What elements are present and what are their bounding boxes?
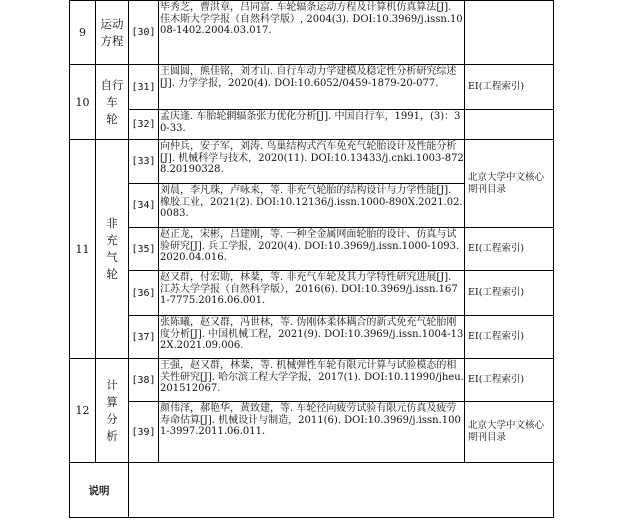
row-number: 11 [70,140,96,359]
citation-cell [159,316,465,359]
category-line: 析 [106,428,118,443]
table-row [70,140,554,184]
ref-number: [31] [129,65,159,110]
table-row [70,316,554,359]
reference-table [69,0,554,518]
ref-number: [37] [129,316,159,359]
citation-text: 王圆圆，熊佳铭，刘才山. 自行车动力学建模及稳定性分析研究综述[J]. 力学学报，2020(4). DOI:10.6052/0459-1879-20-077. [160,66,457,89]
table-row [70,402,554,463]
citation-cell [159,402,465,463]
table-row [70,1,554,65]
note-label: 说明 [70,463,129,518]
category-line: 分 [106,411,118,426]
citation-cell [159,110,465,140]
category-line: 车 [106,94,118,109]
category-line: 气 [106,250,118,264]
index-cell: 北京大学中文核心期刊目录 [465,402,554,463]
citation-text: 孟庆逢. 车胎轮辋辐条张力优化分析[J]. 中国自行车，1991，(3)：30-33. [160,111,461,134]
category-line: 运动 [100,16,124,31]
table-row [70,271,554,316]
index-cell: EI(工程索引) [465,359,554,402]
index-cell [465,1,554,65]
index-cell: EI(工程索引) [465,271,554,316]
ref-number: [36] [129,271,159,316]
row-number: 12 [70,359,96,463]
category-line: 方程 [100,33,124,48]
category-line: 算 [106,394,118,409]
citation-cell [159,359,465,402]
ref-number: [39] [129,402,159,463]
table-row [70,110,554,140]
citation-text: 颜伟泽，郝艳华，黄致建，等. 车轮径向疲劳试验有限元仿真及疲劳寿命估算[J]. 机械设计与制造，2011(6). DOI:10.3969/j.issn.1001-3997.2011.06.011. [160,403,461,438]
citation-cell [159,65,465,110]
note-row [70,463,554,518]
citation-cell [159,140,465,184]
citation-cell [159,271,465,316]
category-line: 充 [106,233,118,247]
citation-text: 赵又群，付宏勋，林棻，等. 非充气车轮及其力学特性研究进展[J]. 江苏大学学报（自然科学版），2016(6). DOI:10.3969/j.issn.1671-7775.2016.06.001. [160,272,458,307]
table-row [70,228,554,271]
citation-text: 赵正龙，宋彬，吕建刚，等. 一种全金属网面轮胎的设计、仿真与试验研究[J]. 兵工学报，2020(4). DOI:10.3969/j.issn.1000-1093.2020.04.016. [160,229,460,264]
ref-number: [32] [129,110,159,140]
citation-text: 王强，赵又群，林棻，等. 机械弹性车轮有限元计算与试验模态的相关性研究[J]. 哈尔滨工程大学学报，2017(1). DOI:10.11990/jheu.201512067. [160,360,464,395]
category-cell [96,140,129,359]
ref-number: [35] [129,228,159,271]
citation-cell [159,228,465,271]
ref-number: [34] [129,184,159,228]
category-line: 计 [106,377,118,392]
citation-cell [159,1,465,65]
category-line: 自行 [100,77,124,92]
note-content [129,463,554,518]
citation-text: 张陈曦，赵又群，冯世林，等. 伪刚体柔体耦合的新式免充气轮胎刚度分析[J]. 中国机械工程，2021(9). DOI:10.3969/j.issn.1004-132X.2021.09.006. [160,317,464,352]
index-cell: EI(工程索引) [465,65,554,110]
category-line: 轮 [106,111,118,126]
ref-number: [33] [129,140,159,184]
citation-text: 刘晨，李凡珠，卢咏来，等. 非充气轮胎的结构设计与力学性能[J]. 橡胶工业，2021(2). DOI:10.12136/j.issn.1000-890X.2021.02.0083. [160,185,463,220]
table-row [70,359,554,402]
category-cell [96,65,129,140]
citation-text: 毕秀芝，曹洪章，吕同富. 车轮辐条运动方程及计算机仿真算法[J]. 佳木斯大学学报（自然科学版）, 2004(3). DOI:10.3969/j.issn.1008-1402.2004.03.017. [160,2,463,37]
category-line: 非 [106,216,118,230]
row-number: 10 [70,65,96,140]
citation-text: 向仲兵，安子军，刘涛. 鸟巢结构式汽车免充气轮胎设计及性能分析[J]. 机械科学与技术，2020(11). DOI:10.13433/j.cnki.1003-8728.20190328. [160,141,464,176]
category-cell [96,359,129,463]
index-cell: EI(工程索引) [465,228,554,271]
index-cell: 北京大学中文核心期刊目录 [465,140,554,228]
ref-number: [30] [129,1,159,65]
index-cell [465,110,554,140]
index-cell: EI(工程索引) [465,316,554,359]
category-line: 轮 [106,267,118,281]
category-cell [96,1,129,65]
table-row [70,65,554,110]
citation-cell [159,184,465,228]
ref-number: [38] [129,359,159,402]
row-number: 9 [70,1,96,65]
